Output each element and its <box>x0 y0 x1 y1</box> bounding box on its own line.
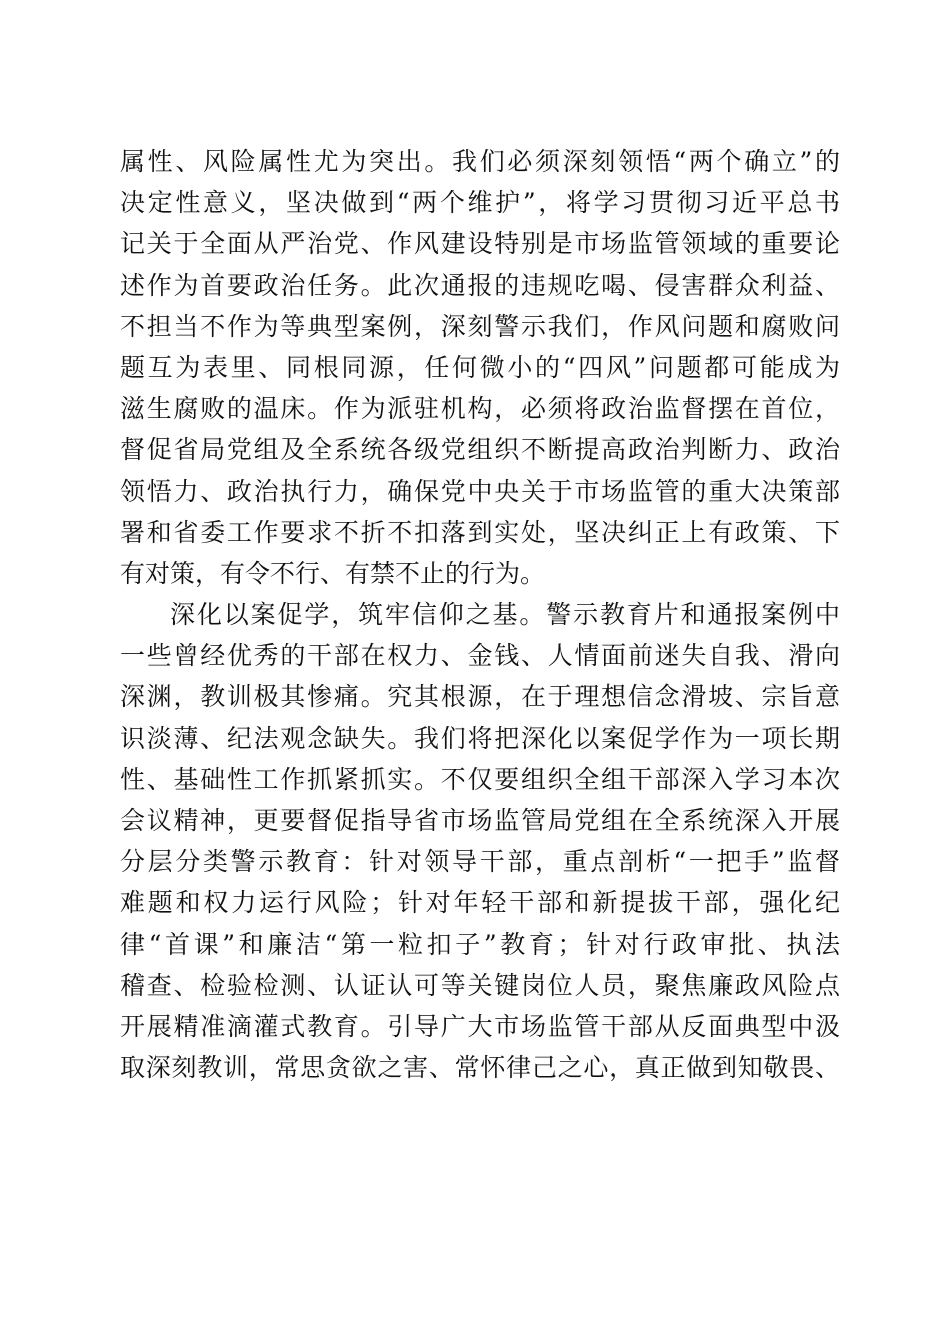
text-line: 性、基础性工作抓紧抓实。不仅要组织全组干部深入学习本次 <box>120 764 840 794</box>
text-line: 题互为表里、同根同源，任何微小的“四风”问题都可能成为 <box>120 352 840 382</box>
text-line: 署和省委工作要求不折不扣落到实处，坚决纠正上有政策、下 <box>120 517 840 547</box>
text-line: 属性、风险属性尤为突出。我们必须深刻领悟“两个确立”的 <box>120 147 840 176</box>
text-line: 领悟力、政治执行力，确保党中央关于市场监管的重大决策部 <box>120 476 840 506</box>
text-line: 律“首课”和廉洁“第一粒扣子”教育；针对行政审批、执法 <box>120 929 840 959</box>
document-body <box>120 141 840 1088</box>
text-line: 滋生腐败的温床。作为派驻机构，必须将政治监督摆在首位， <box>120 394 840 424</box>
text-line: 识淡薄、纪法观念缺失。我们将把深化以案促学作为一项长期 <box>120 723 840 753</box>
text-line: 取深刻教训，常思贪欲之害、常怀律己之心，真正做到知敬畏、 <box>120 1053 840 1083</box>
text-line: 会议精神，更要督促指导省市场监管局党组在全系统深入开展 <box>120 806 840 835</box>
text-line: 督促省局党组及全系统各级党组织不断提高政治判断力、政治 <box>120 435 840 465</box>
text-line: 记关于全面从严治党、作风建设特别是市场监管领域的重要论 <box>120 229 840 259</box>
paragraph-1 <box>120 141 840 594</box>
text-line: 述作为首要政治任务。此次通报的违规吃喝、侵害群众利益、 <box>120 270 840 300</box>
text-line: 决定性意义，坚决做到“两个维护”，将学习贯彻习近平总书 <box>120 188 840 218</box>
text-line: 稽查、检验检测、认证认可等关键岗位人员，聚焦廉政风险点 <box>120 970 840 1000</box>
paragraph-2 <box>120 594 840 1088</box>
text-line: 开展精准滴灌式教育。引导广大市场监管干部从反面典型中汲 <box>120 1011 840 1041</box>
text-line: 不担当不作为等典型案例，深刻警示我们，作风问题和腐败问 <box>120 311 840 341</box>
text-line: 一些曾经优秀的干部在权力、金钱、人情面前迷失自我、滑向 <box>120 641 840 671</box>
text-line: 深化以案促学，筑牢信仰之基。警示教育片和通报案例中 <box>170 600 840 630</box>
text-line: 难题和权力运行风险；针对年轻干部和新提拔干部，强化纪 <box>120 888 840 918</box>
text-line: 有对策，有令不行、有禁不止的行为。 <box>120 558 546 588</box>
text-line: 深渊，教训极其惨痛。究其根源，在于理想信念滑坡、宗旨意 <box>120 682 840 712</box>
text-line: 分层分类警示教育：针对领导干部，重点剖析“一把手”监督 <box>120 847 840 877</box>
